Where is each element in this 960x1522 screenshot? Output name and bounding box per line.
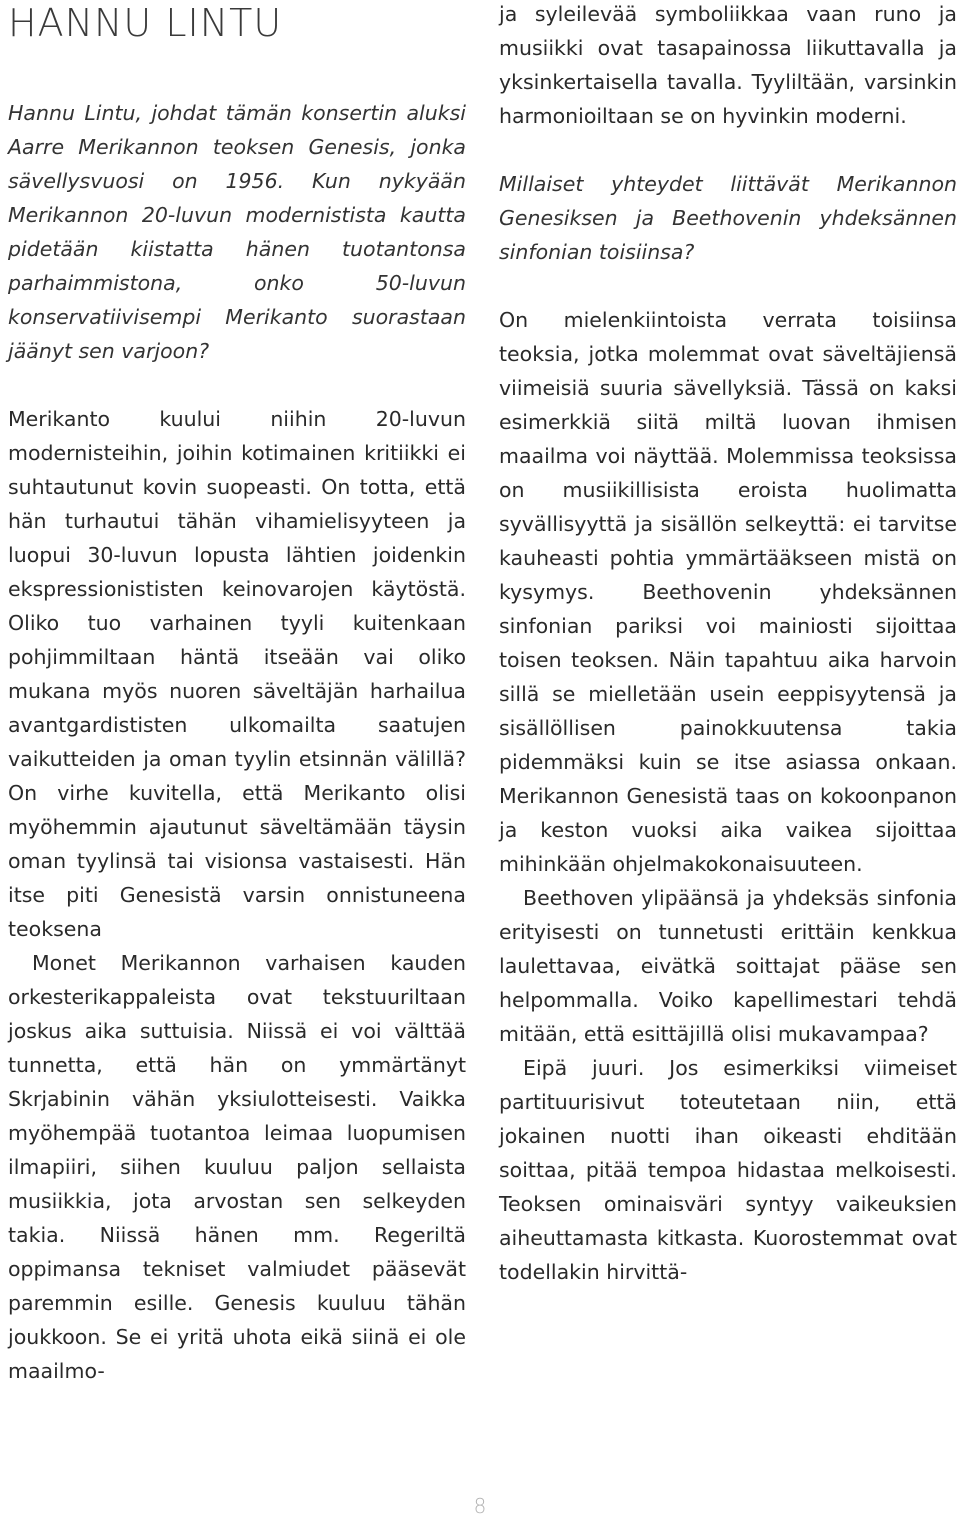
interview-answer: Monet Merikannon varhaisen kauden orkesterikappaleista ovat tekstuuriltaan joskus aika suttuisia. Niissä ei voi välttää tunnetta, että hän on ymmärtänyt Skrjabinin vähän yksiulotteisesti. Vaikka myöhempää tuotantoa leimaa luopumisen ilmapiiri, siihen kuuluu paljon sellaista musiikkia, jota arvostan sen selkeyden takia. Niissä hänen mm. Regeriltä oppimansa tekniset valmiudet pääsevät paremmin esille. Genesis kuuluu tähän joukkoon. Se ei yritä uhota eikä siinä ei ole maailmo- (8, 951, 466, 1383)
interview-answer: Beethoven ylipäänsä ja yhdeksäs sinfonia erityisesti on tunnetusti erittäin kenkkua laulettavaa, eivätkä soittajat pääse sen helpommalla. Voiko kapellimestari tehdä mitään, että esittäjillä olisi mukavampaa? (499, 886, 957, 1046)
page-title: HANNU LINTU (8, 1, 283, 45)
interview-answer: Eipä juuri. Jos esimerkiksi viimeiset partituurisivut toteutetaan niin, että jokainen nuotti ihan oikeasti ehditään soittaa, pitää tempoa hidastaa melkoisesti. Teoksen ominaisväri syntyy vaikeuksien aiheuttamasta kitkasta. Kuorostemmat ovat todellakin hirvittä- (499, 1056, 957, 1284)
interview-answer: Merikanto kuului niihin 20-luvun modernisteihin, joihin kotimainen kritiikki ei suhtautunut kovin suopeasti. On totta, että hän turhautui tähän vihamielisyyteen ja luopui 30-luvun lopusta lähtien joidenkin ekspressionististen keinovarojen käytöstä. Oliko tuo varhainen tyyli kuitenkaan pohjimmiltaan häntä itseään vai oliko mukana myös nuoren säveltäjän harhailua avantgardististen ulkomailta saatujen vaikutteiden ja oman tyylin etsinnän välillä? On virhe kuvitella, että Merikanto olisi myöhemmin ajautunut säveltämään täysin oman tyylinsä tai visionsa vastaisesti. Hän itse piti Genesistä varsin onnistuneena teoksena (8, 407, 466, 941)
right-column (499, 0, 957, 1289)
interview-answer: ja syleilevää symboliikkaa vaan runo ja musiikki ovat tasapainossa liikuttavalla ja yksinkertaisella tavalla. Tyyliltään, varsinkin harmonioiltaan se on hyvinkin moderni. (499, 2, 957, 128)
page-number: 8 (473, 1494, 487, 1518)
interview-answer: On mielenkiintoista verrata toisiinsa teoksia, jotka molemmat ovat säveltäjiensä viimeisiä suuria sävellyksiä. Tässä on kaksi esimerkkiä siitä miltä luovan ihmisen maailma voi näyttää. Molemmissa teoksissa on musiikillisista eroista huolimatta syvällisyyttä ja sisällön selkeyttä: ei tarvitse kauheasti pohtia ymmärtääkseen mistä on kysymys. Beethovenin yhdeksännen sinfonian pariksi voi mainiosti sijoittaa toisen teoksen. Näin tapahtuu aika harvoin sillä se mielletään usein eeppisyytensä ja sisällöllisen painokkuutensa takia pidemmäksi kuin se itse asiassa onkaan. Merikannon Genesistä taas on kokoonpanon ja keston vuoksi aika vaikea sijoittaa mihinkään ohjelmakokonaisuuteen. (499, 308, 957, 876)
left-column (8, 96, 466, 1388)
interview-question: Millaiset yhteydet liittävät Merikannon Genesiksen ja Beethovenin yhdeksännen sinfonian toisiinsa? (499, 172, 957, 264)
interview-question: Hannu Lintu, johdat tämän konsertin aluksi Aarre Merikannon teoksen Genesis, jonka sävellysvuosi on 1956. Kun nykyään Merikannon 20-luvun modernistista kautta pidetään kiistatta hänen tuotantonsa parhaimmistona, onko 50-luvun konservatiivisempi Merikanto suorastaan jäänyt sen varjoon? (8, 101, 466, 363)
